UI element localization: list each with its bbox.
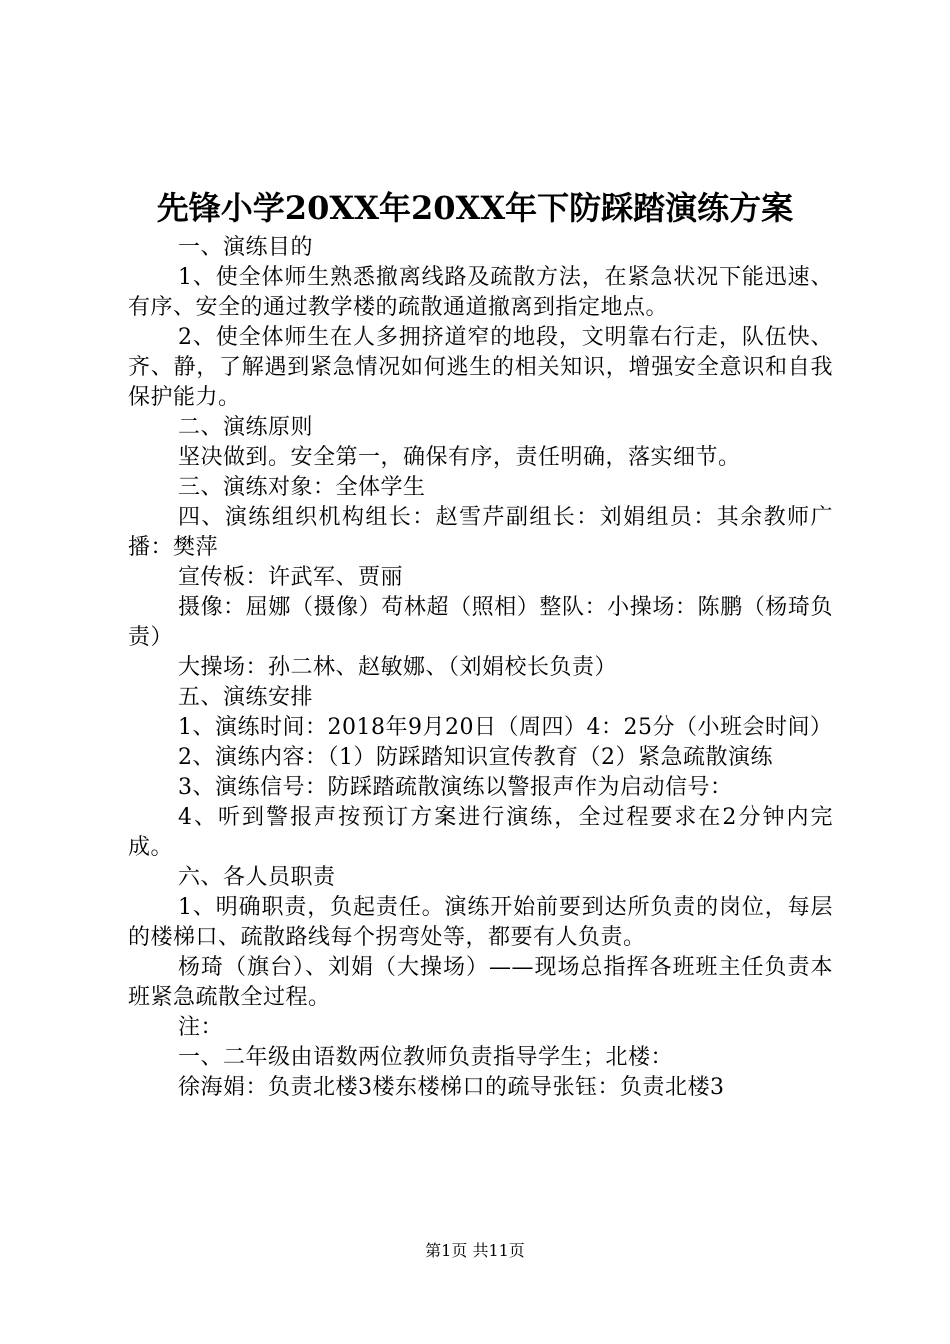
paragraph: 1、明确职责，负起责任。演练开始前要到达所负责的岗位，每层的楼梯口、疏散路线每个拐弯处等，都要有人负责。 (128, 895, 833, 950)
paragraph: 4、听到警报声按预订方案进行演练，全过程要求在2分钟内完成。 (128, 805, 833, 860)
paragraph: 宣传板：许武军、贾丽 (178, 565, 404, 590)
paragraph: 大操场：孙二林、赵敏娜、（刘娟校长负责） (178, 655, 618, 680)
section-heading: 一、演练目的 (178, 235, 314, 260)
paragraph: 徐海娟：负责北楼3楼东楼梯口的疏导张钰：负责北楼3 (178, 1075, 725, 1100)
paragraph: 一、二年级由语数两位教师负责指导学生；北楼： (178, 1045, 674, 1070)
paragraph: 四、演练组织机构组长：赵雪芹副组长：刘娟组员：其余教师广播：樊萍 (128, 505, 833, 560)
paragraph: 坚决做到。安全第一，确保有序，责任明确，落实细节。 (178, 445, 741, 470)
paragraph: 1、使全体师生熟悉撤离线路及疏散方法，在紧急状况下能迅速、有序、安全的通过教学楼的疏散通道撤离到指定地点。 (128, 265, 833, 320)
paragraph: 摄像：屈娜（摄像）苟林超（照相）整队：小操场：陈鹏（杨琦负责） (128, 595, 833, 650)
section-heading: 六、各人员职责 (178, 865, 336, 890)
section-heading: 二、演练原则 (178, 415, 314, 440)
section-heading: 三、演练对象：全体学生 (178, 475, 426, 500)
paragraph: 2、演练内容：（1）防踩踏知识宣传教育（2）紧急疏散演练 (178, 745, 773, 770)
section-heading: 五、演练安排 (178, 685, 314, 710)
paragraph: 2、使全体师生在人多拥挤道窄的地段，文明靠右行走，队伍快、齐、静，了解遇到紧急情况如何逃生的相关知识，增强安全意识和自我保护能力。 (128, 325, 833, 410)
document-title: 先锋小学20XX年20XX年下防踩踏演练方案 (156, 189, 794, 227)
document-body (128, 233, 833, 1103)
paragraph: 3、演练信号：防踩踏疏散演练以警报声作为启动信号： (178, 775, 733, 800)
paragraph: 杨琦（旗台）、刘娟（大操场）——现场总指挥各班班主任负责本班紧急疏散全过程。 (128, 955, 833, 1010)
paragraph: 注： (178, 1015, 224, 1040)
page-footer: 第1页 共11页 (425, 1241, 525, 1260)
paragraph: 1、演练时间：2018年9月20日（周四）4：25分（小班会时间） (178, 715, 833, 740)
